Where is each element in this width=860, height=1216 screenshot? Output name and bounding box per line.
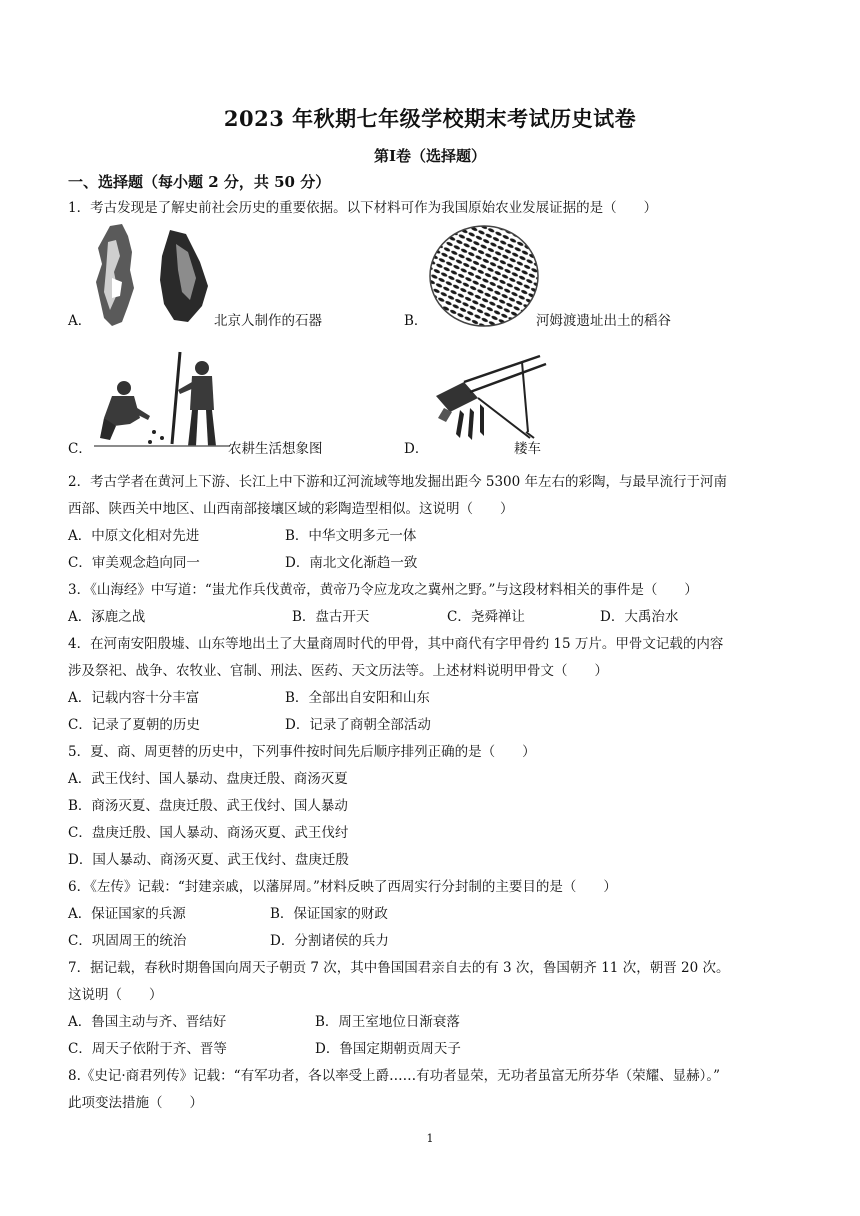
q3-option-c: C．尧舜禅让 [447, 609, 525, 625]
question-5-stem: 5．夏、商、周更替的历史中，下列事件按时间先后顺序排列正确的是（ ） [68, 744, 536, 760]
q6-option-b: B．保证国家的财政 [270, 906, 388, 922]
question-3-stem: 3．《山海经》中写道：“蚩尤作兵伐黄帝，黄帝乃令应龙攻之冀州之野。”与这段材料相关的事件是（ ） [68, 582, 698, 598]
q6-option-d: D．分割诸侯的兵力 [270, 933, 389, 949]
q7-option-c: C．周天子依附于齐、晋等 [68, 1041, 227, 1057]
exam-title: 2023 年秋期七年级学校期末考试历史试卷 [223, 106, 637, 131]
q7-option-d: D．鲁国定期朝贡周天子 [315, 1041, 461, 1057]
q2-option-d: D．南北文化渐趋一致 [285, 555, 418, 571]
q1-option-a-letter: A． [68, 313, 92, 329]
q1-option-d-letter: D． [404, 441, 429, 457]
question-2-stem-line-2: 西部、陕西关中地区、山西南部接壤区域的彩陶造型相似。这说明（ ） [68, 501, 514, 517]
question-7-stem-line-1: 7．据记载，春秋时期鲁国向周天子朝贡 7 次，其中鲁国国君亲自去的有 3 次，鲁国朝齐 11 次，朝晋 20 次。 [68, 960, 730, 976]
section-title: 一、选择题（每小题 2 分，共 50 分） [68, 173, 331, 191]
farming-scene-image [94, 346, 230, 452]
seed-drill-image [430, 352, 556, 448]
rice-grains-image [428, 224, 540, 328]
q1-option-b-letter: B． [404, 313, 428, 329]
q6-option-a: A．保证国家的兵源 [68, 906, 186, 922]
q3-option-d: D．大禹治水 [600, 609, 679, 625]
question-8-stem-line-1: 8.《史记·商君列传》记载：“有军功者，各以率受上爵……有功者显荣，无功者虽富无所芬华（荣耀、显赫）。” [68, 1068, 720, 1084]
q4-option-a: A．记载内容十分丰富 [68, 690, 200, 706]
question-7-stem-line-2: 这说明（ ） [68, 987, 163, 1003]
q4-option-c: C．记录了夏朝的历史 [68, 717, 200, 733]
q5-option-d: D．国人暴动、商汤灭夏、武王伐纣、盘庚迁殷 [68, 852, 349, 868]
question-2-stem-line-1: 2．考古学者在黄河上下游、长江上中下游和辽河流域等地发掘出距今 5300 年左右的彩陶，与最早流行于河南 [68, 474, 728, 490]
question-1-stem: 1．考古发现是了解史前社会历史的重要依据。以下材料可作为我国原始农业发展证据的是（ ） [68, 200, 658, 216]
q3-option-a: A．涿鹿之战 [68, 609, 146, 625]
q5-option-a: A．武王伐纣、国人暴动、盘庚迁殷、商汤灭夏 [68, 771, 348, 787]
q5-option-c: C．盘庚迁殷、国人暴动、商汤灭夏、武王伐纣 [68, 825, 349, 841]
question-4-stem-line-2: 涉及祭祀、战争、农牧业、官制、刑法、医药、天文历法等。上述材料说明甲骨文（ ） [68, 663, 608, 679]
question-4-stem-line-1: 4．在河南安阳殷墟、山东等地出土了大量商周时代的甲骨，其中商代有字甲骨约 15 万片。甲骨文记载的内容 [68, 636, 724, 652]
q7-option-b: B．周王室地位日渐衰落 [315, 1014, 460, 1030]
page-number: 1 [426, 1132, 434, 1145]
question-6-stem: 6．《左传》记载：“封建亲戚，以藩屏周。”材料反映了西周实行分封制的主要目的是（ ） [68, 879, 617, 895]
q3-option-b: B．盘古开天 [292, 609, 370, 625]
q1-option-d-caption: 耧车 [514, 441, 541, 457]
q7-option-a: A．鲁国主动与齐、晋结好 [68, 1014, 227, 1030]
q6-option-c: C．巩固周王的统治 [68, 933, 187, 949]
q1-option-a-caption: 北京人制作的石器 [214, 313, 322, 329]
q4-option-d: D．记录了商朝全部活动 [285, 717, 431, 733]
part-title: 第Ⅰ卷（选择题） [373, 147, 487, 165]
q1-option-c-letter: C． [68, 441, 92, 457]
q1-option-b-caption: 河姆渡遗址出土的稻谷 [536, 313, 671, 329]
q2-option-c: C．审美观念趋向同一 [68, 555, 200, 571]
q2-option-b: B．中华文明多元一体 [285, 528, 417, 544]
stone-tools-image [92, 222, 214, 330]
q1-option-c-caption: 农耕生活想象图 [228, 441, 323, 457]
q4-option-b: B．全部出自安阳和山东 [285, 690, 430, 706]
q2-option-a: A．中原文化相对先进 [68, 528, 200, 544]
question-8-stem-line-2: 此项变法措施（ ） [68, 1095, 203, 1111]
q5-option-b: B．商汤灭夏、盘庚迁殷、武王伐纣、国人暴动 [68, 798, 348, 814]
